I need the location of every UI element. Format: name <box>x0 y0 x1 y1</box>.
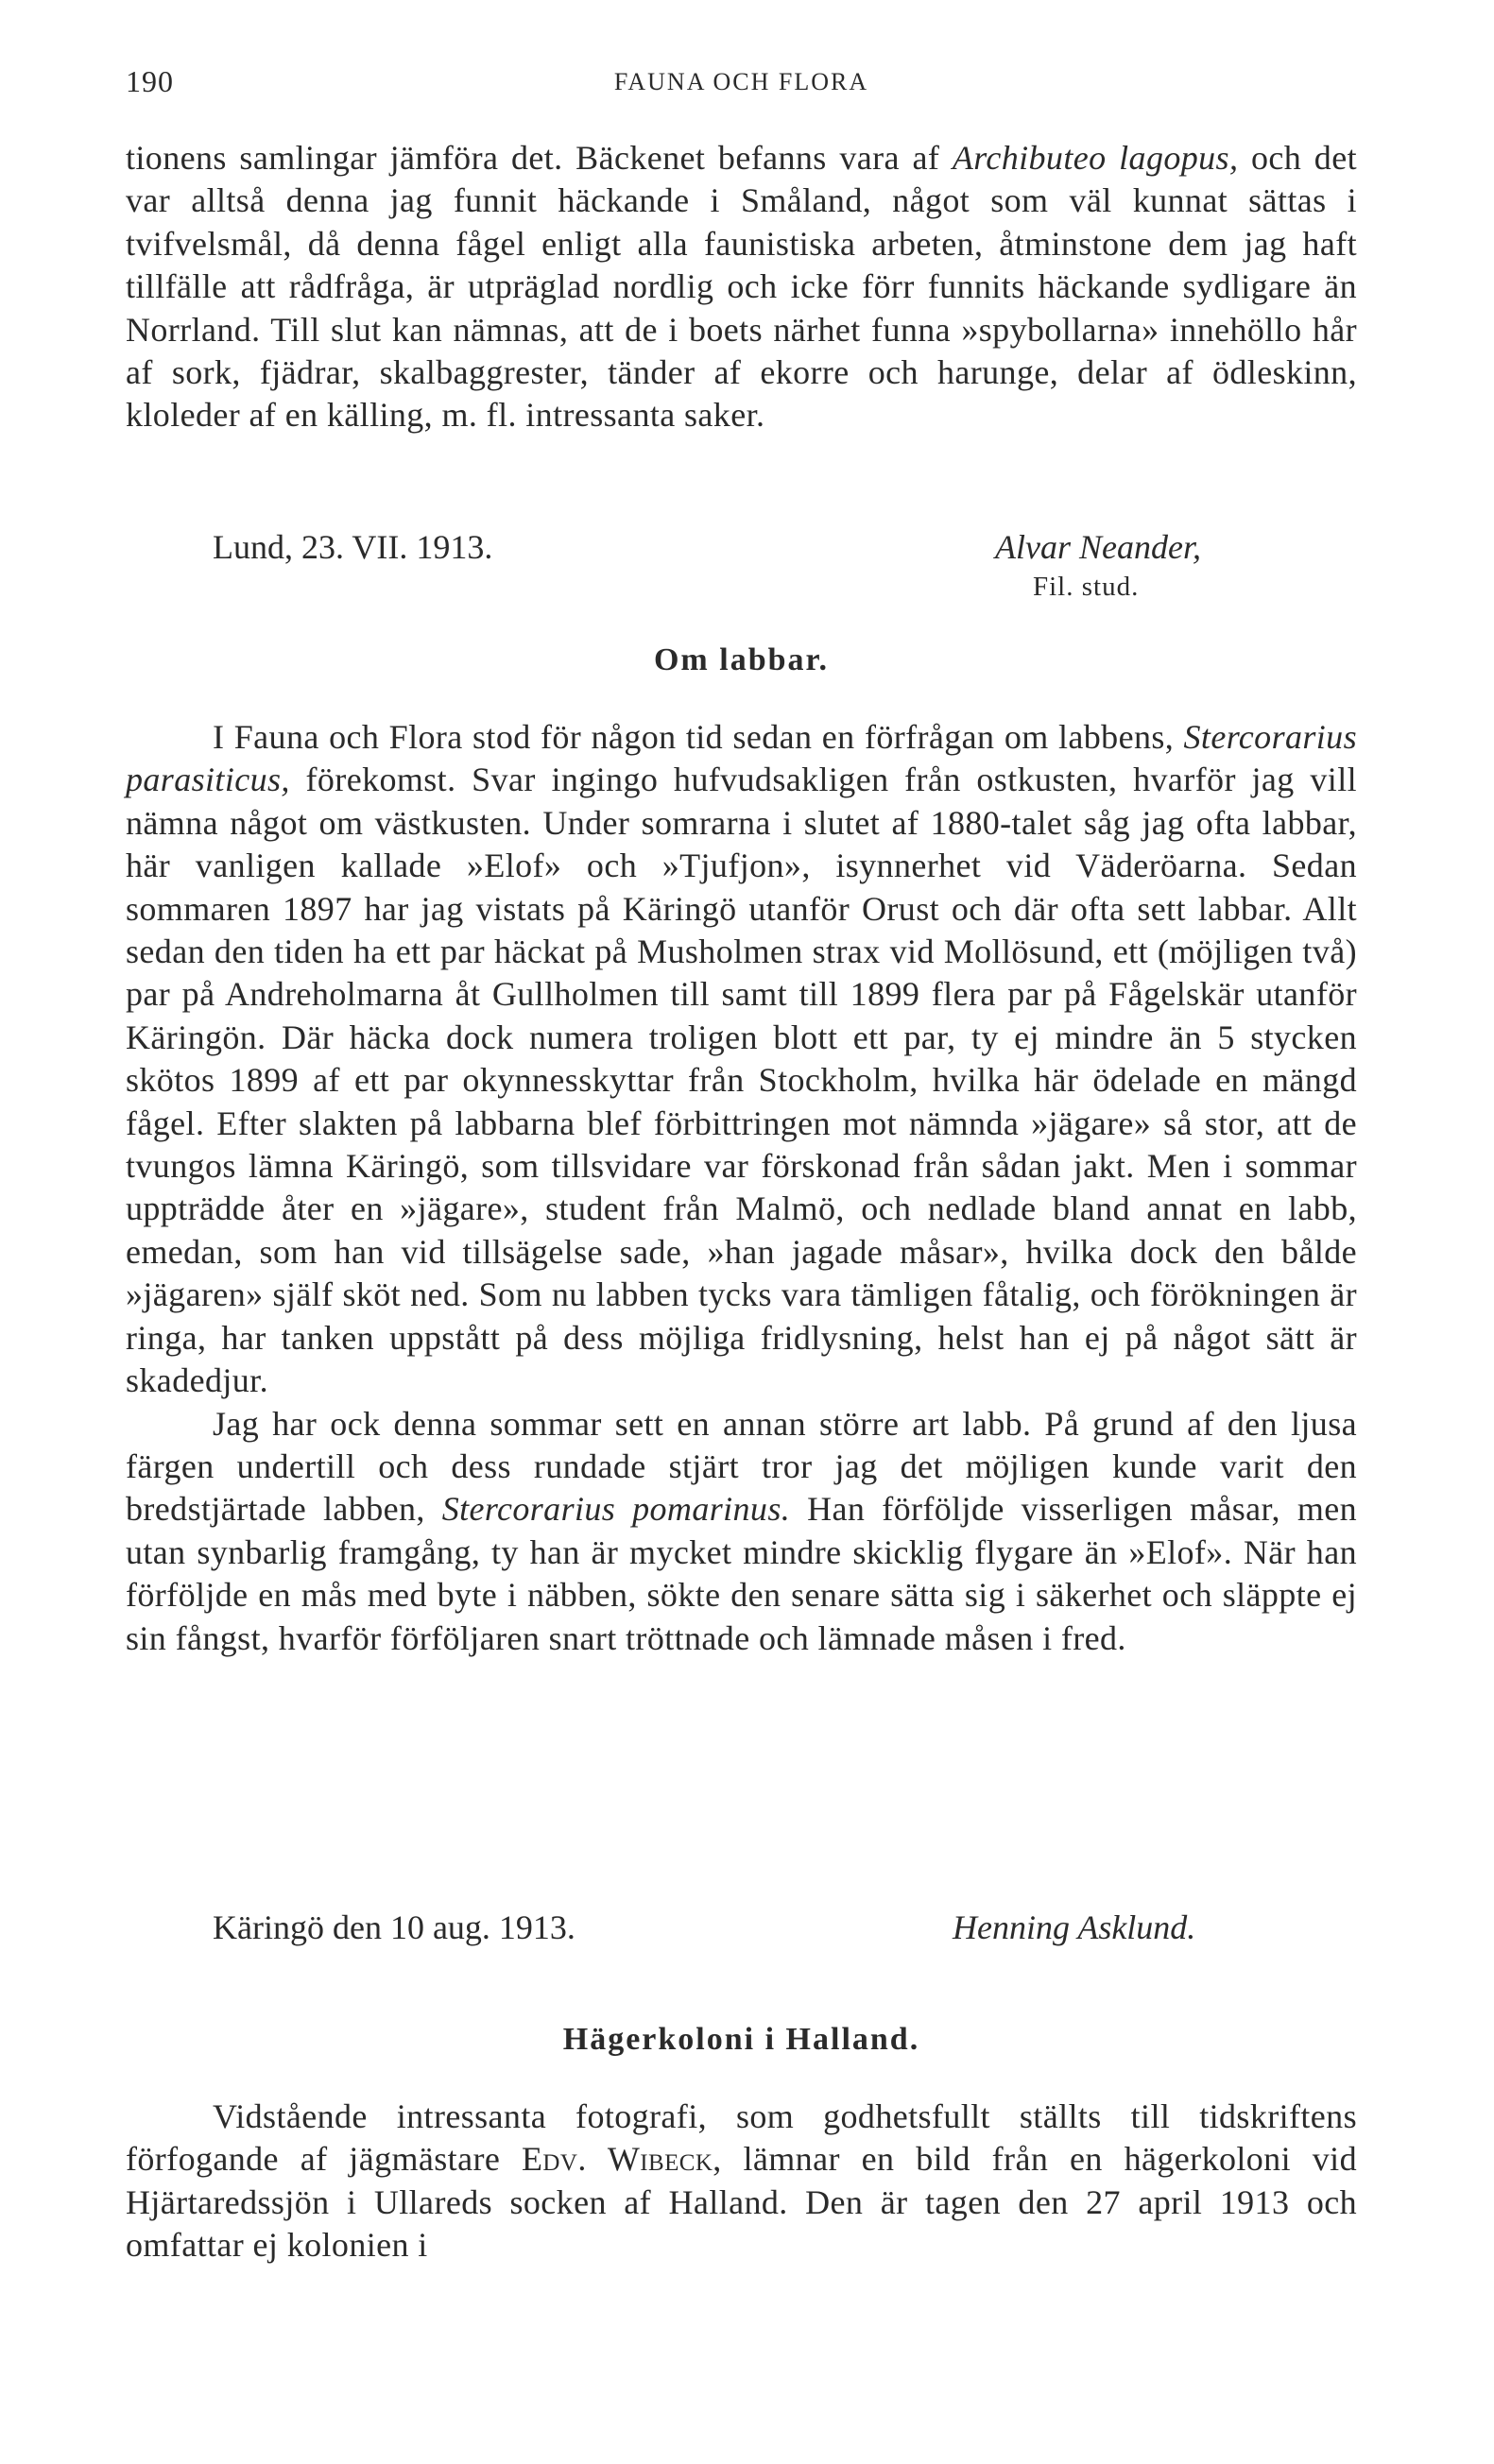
running-title: FAUNA OCH FLORA <box>613 68 869 95</box>
section-neander <box>126 137 1357 437</box>
section-hagerkoloni <box>126 2096 1357 2267</box>
section-heading-hagerkoloni: Hägerkoloni i Halland. <box>562 2022 920 2057</box>
paragraph: I Fauna och Flora stod för någon tid sedan en förfrågan om labbens, Stercorarius parasiticus, förekomst. Svar ingingo hufvudsakligen från ostkusten, hvarför jag vill nämna något om västkusten. Under somrarna i slutet af 1880-talet såg jag ofta labbar, här vanligen kallade »Elof» och »Tjufjon», isynnerhet vid Väderöarna. Sedan sommaren 1897 har jag vistats på Käringö utanför Orust och där ofta sett labbar. Allt sedan den tiden ha ett par häckat på Musholmen strax vid Mollösund, ett (möjligen två) par på Andreholmarna åt Gullholmen till samt till 1899 flera par på Fågelskär utanför Käringön. Där häcka dock numera troligen blott ett par, ty ej mindre än 5 stycken skötos 1899 af ett par okynnesskyttar från Stockholm, hvilka här ödelade en mängd fågel. Efter slakten på labbarna blef förbittringen mot nämnda »jägare» så stor, att de tvungos lämna Käringö, som tillsvidare var förskonad från sådan jakt. Men i sommar uppträdde åter en »jägare», student från Malmö, och nedlade bland annat en labb, emedan, som han vid tillsägelse sade, »han jagade måsar», hvilka dock den bålde »jägaren» själf sköt ned. Som nu labben tycks vara tämligen fåtalig, och förökningen är ringa, har tanken uppstått på dess möjliga fridlysning, helst han ej på något sätt är skadedjur. <box>126 718 1357 1400</box>
paragraph: Vidstående intressanta fotografi, som godhetsfullt ställts till tidskriftens förfogande af jägmästare Edv. Wibeck, lämnar en bild från en hägerkoloni vid Hjärtaredssjön i Ullareds socken af Halland. Den är tagen den 27 april 1913 och omfattar ej kolonien i <box>126 2097 1357 2265</box>
signature-name: Henning Asklund. <box>953 1908 1196 1946</box>
page-number: 190 <box>126 64 174 98</box>
signature-title: Fil. stud. <box>1033 572 1140 602</box>
section-heading-labbar: Om labbar. <box>653 642 829 677</box>
heading-hagerkoloni-wrap <box>126 2022 1357 2058</box>
paragraph: Jag har ock denna sommar sett en annan större art labb. På grund af den ljusa färgen undertill och dess rundade stjärt tror jag det möjligen kunde varit den bredstjärtade labben, Stercorarius pomarinus. Han förföljde visserligen måsar, men utan synbarlig framgång, ty han är mycket mindre skicklig flygare än »Elof». När han förföljde en mås med byte i näbben, sökte den senare sätta sig i säkerhet och släppte ej sin fångst, hvarför förföljaren snart tröttnade och lämnade måsen i fred. <box>126 1404 1357 1657</box>
section-labbar <box>126 716 1357 1660</box>
signature-place-date: Käringö den 10 aug. 1913. <box>213 1908 575 1946</box>
taxon-name: Archibuteo lagopus, <box>952 139 1239 177</box>
page-header <box>126 64 1357 102</box>
signature-name: Alvar Neander, <box>995 528 1201 566</box>
paragraph: tionens samlingar jämföra det. Bäckenet befanns vara af Archibuteo lagopus, och det var alltså denna jag funnit häckande i Småland, något som väl kunnat sättas i tvifvelsmål, då denna fågel enligt alla faunistiska arbeten, åtminstone dem jag haft tillfälle att rådfråga, är utpräglad nordlig och icke förr funnits häckande sydligare än Norrland. Till slut kan nämnas, att de i boets närhet funna »spybollarna» innehöllo hår af sork, fjädrar, skalbaggrester, tänder af ekorre och harunge, delar af ödleskinn, kloleder af en källing, m. fl. intressanta saker. <box>126 139 1357 435</box>
heading-labbar-wrap <box>126 642 1357 678</box>
taxon-name: Stercorarius pomarinus. <box>441 1490 791 1529</box>
signature-place-date: Lund, 23. VII. 1913. <box>213 528 493 566</box>
taxon-name: Stercorarius parasiticus, <box>126 718 1357 799</box>
person-name: Edv. Wibeck, <box>522 2140 722 2179</box>
